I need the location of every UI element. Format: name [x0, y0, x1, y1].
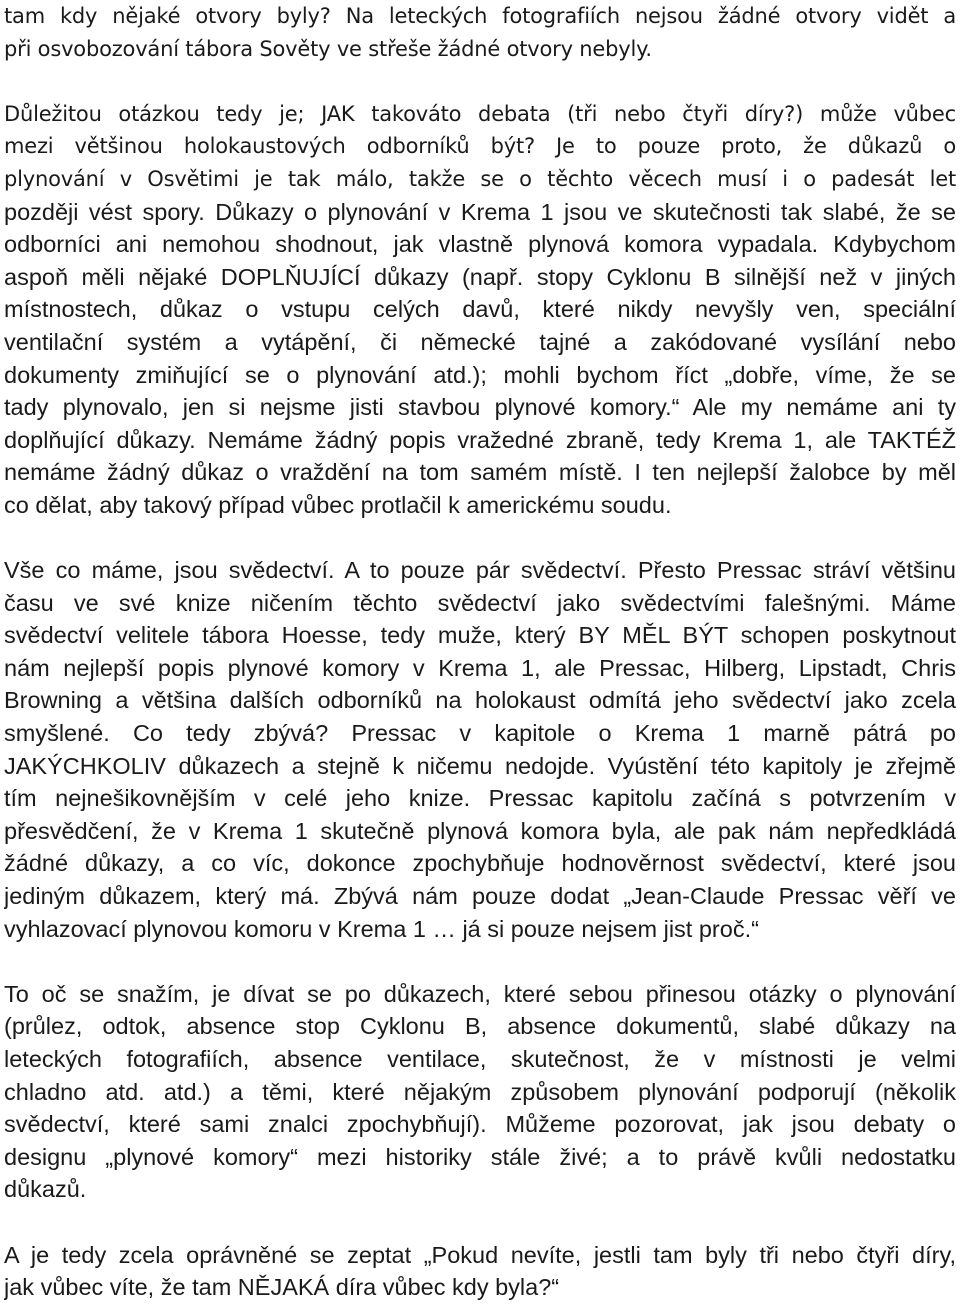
text-line: dokumenty zmiňující se o plynování atd.); mohli bychom říct „dobře, víme, že se [4, 361, 956, 388]
text-line: vyhlazovací plynovou komoru v Krema 1 … já si pouze nejsem jist proč.“ [4, 915, 759, 942]
text-line: při osvobozování tábora Sověty ve střeše žádné otvory nebyly. [4, 36, 652, 61]
text-line: designu „plynové komory“ mezi historiky stále živé; a to právě kvůli nedostatku [4, 1143, 956, 1170]
text-line: doplňující důkazy. Nemáme žádný popis vražedné zbraně, tedy Krema 1, ale TAKTÉŽ [4, 426, 956, 453]
text-line: jak vůbec víte, že tam NĚJAKÁ díra vůbec kdy byla?“ [4, 1274, 560, 1301]
text-line: později vést spory. Důkazy o plynování v Krema 1 jsou ve skutečnosti tak slabé, že se [4, 198, 956, 225]
text-line: přesvědčení, že v Krema 1 skutečně plynová komora byla, ale pak nám nepředkládá [4, 817, 956, 844]
text-line: co dělat, aby takový případ vůbec protlačil k americkému soudu. [4, 491, 672, 518]
text-line: nemáme žádný důkaz o vraždění na tom samém místě. I ten nejlepší žalobce by měl [4, 459, 956, 486]
text-line: leteckých fotografiích, absence ventilace, skutečnost, že v místnosti je velmi [4, 1046, 956, 1072]
paragraph-5 [4, 1239, 956, 1304]
text-line: To oč se snažím, je dívat se po důkazech, které sebou přinesou otázky o plynování [4, 980, 956, 1007]
paragraph-gap [4, 945, 956, 978]
paragraph-gap [4, 1206, 956, 1239]
paragraph-gap [4, 522, 956, 555]
text-line: místnostech, důkaz o vstupu celých davů, které nikdy nevyšly ven, speciální [4, 296, 956, 323]
text-line: svědectví velitele tábora Hoesse, tedy muže, který BY MĚL BÝT schopen poskytnout [4, 622, 956, 649]
paragraph-gap [4, 65, 956, 98]
text-line: tady plynovalo, jen si nejsme jisti stavbou plynové komory.“ Ale my nemáme ani ty [4, 394, 956, 421]
text-line: důkazů. [4, 1176, 87, 1203]
text-line: chladno atd. atd.) a těmi, které nějakým způsobem plynování podporují (několik [4, 1078, 956, 1105]
paragraph-3 [4, 554, 956, 945]
text-line: času ve své knize ničením těchto svědectví jako svědectvími falešnými. Máme [4, 589, 956, 616]
text-line: aspoň měli nějaké DOPLŇUJÍCÍ důkazy (např. stopy Cyklonu B silnější než v jiných [4, 263, 956, 290]
text-line: A je tedy zcela oprávněné se zeptat „Pokud nevíte, jestli tam byly tři nebo čtyři díry, [4, 1241, 956, 1268]
text-line: Browning a většina dalších odborníků na holokaust odmítá jeho svědectví jako zcela [4, 687, 956, 714]
text-line: jediným důkazem, který má. Zbývá nám pouze dodat „Jean-Claude Pressac věří ve [4, 883, 956, 910]
text-line: plynování v Osvětimi je tak málo, takže se o těchto věcech musí i o padesát let [4, 166, 956, 191]
text-line: mezi většinou holokaustových odborníků být? Je to pouze proto, že důkazů o [4, 134, 956, 159]
text-line: (průlez, odtok, absence stop Cyklonu B, absence dokumentů, slabé důkazy na [4, 1013, 956, 1040]
text-line: smyšlené. Co tedy zbývá? Pressac v kapitole o Krema 1 marně pátrá po [4, 720, 956, 747]
text-line: odborníci ani nemohou shodnout, jak vlastně plynová komora vypadala. Kdybychom [4, 231, 956, 258]
text-line: tím nejnešikovnějším v celé jeho knize. Pressac kapitolu začíná s potvrzením v [4, 785, 956, 812]
text-line: svědectví, které sami znalci zpochybňují). Můžeme pozorovat, jak jsou debaty o [4, 1111, 956, 1138]
document-body [4, 0, 956, 1304]
text-line: JAKÝCHKOLIV důkazech a stejně k ničemu nedojde. Vyústění této kapitoly je zřejmě [4, 752, 956, 779]
text-line: nám nejlepší popis plynové komory v Krema 1, ale Pressac, Hilberg, Lipstadt, Chris [4, 654, 956, 681]
text-line: žádné důkazy, a co víc, dokonce zpochybňuje hodnověrnost svědectví, které jsou [4, 850, 956, 877]
paragraph-4 [4, 978, 956, 1206]
text-line: Vše co máme, jsou svědectví. A to pouze pár svědectví. Přesto Pressac stráví většinu [4, 557, 956, 584]
paragraph-1 [4, 0, 956, 65]
paragraph-2 [4, 98, 956, 522]
text-line: ventilační systém a vytápění, či německé tajné a zakódované vysílání nebo [4, 328, 956, 355]
document-page [4, 0, 956, 1304]
text-line: Důležitou otázkou tedy je; JAK takováto debata (tři nebo čtyři díry?) může vůbec [4, 101, 956, 126]
text-line: tam kdy nějaké otvory byly? Na leteckých fotografiích nejsou žádné otvory vidět a [4, 4, 956, 28]
